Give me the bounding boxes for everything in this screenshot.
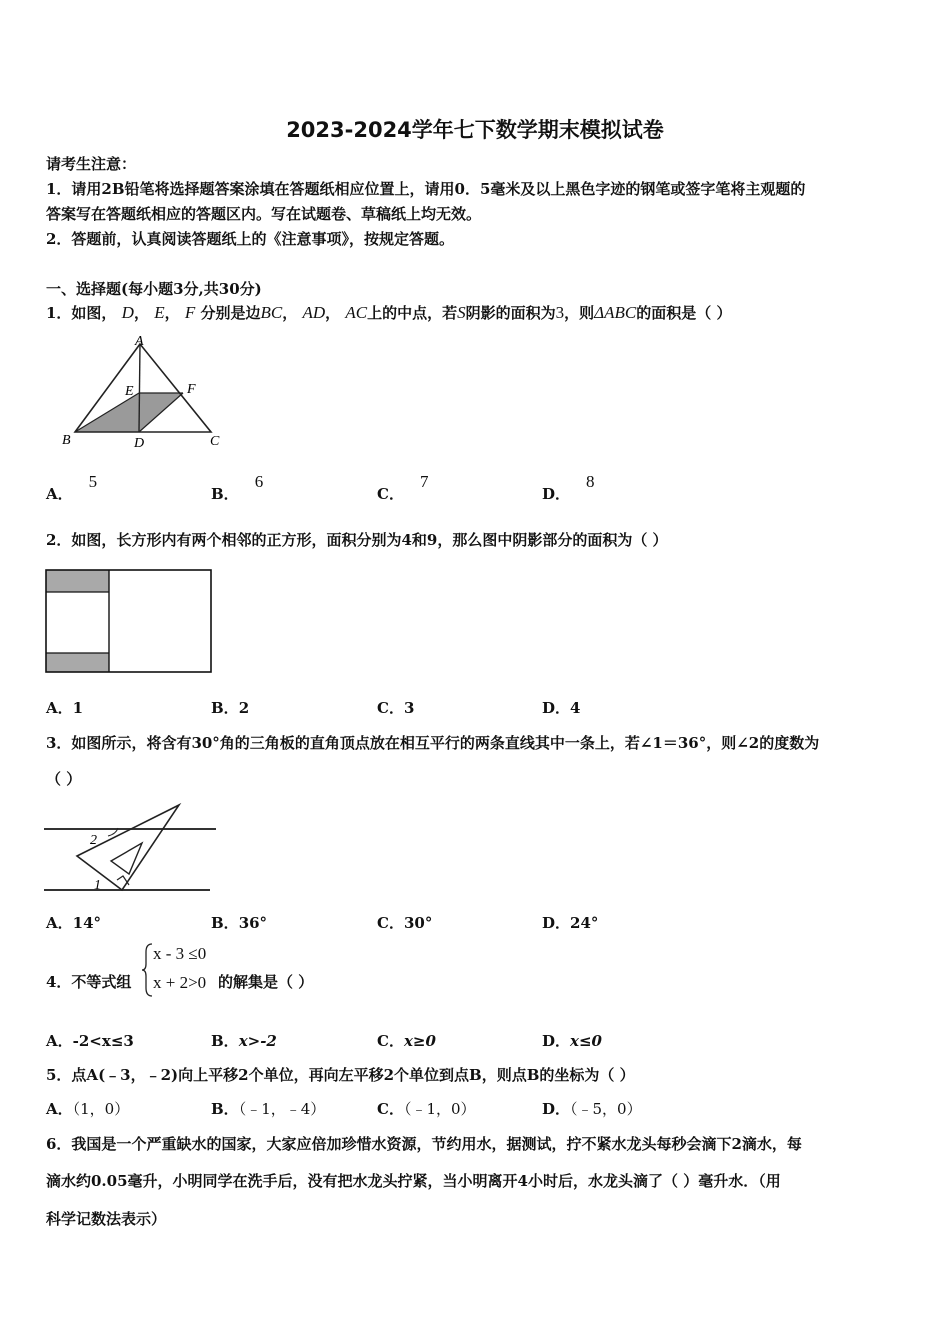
option-label: D．: [542, 1100, 571, 1118]
option-label: D．: [542, 699, 571, 717]
q4-option-d[interactable]: [542, 1030, 602, 1051]
option-label: A．: [46, 1100, 73, 1118]
q4-option-b[interactable]: [211, 1030, 277, 1051]
q4-option-c[interactable]: [377, 1030, 436, 1051]
q1-text: 分别是边: [200, 304, 261, 322]
option-value: （﹣5，0）: [570, 1100, 642, 1118]
option-label: C．: [377, 1032, 404, 1050]
q1-var-d: D: [121, 303, 134, 322]
option-value: x≤0: [570, 1032, 602, 1050]
option-value: 2: [238, 699, 250, 717]
angle-1-label: 1: [94, 878, 101, 893]
q5-stem: 5．点A(﹣3，﹣2)向上平移2个单位，再向左平移2个单位到点B，则点B的坐标为（ ）: [46, 1066, 635, 1084]
q3-option-a[interactable]: [46, 912, 101, 933]
option-value: 14°: [72, 914, 102, 932]
label-b: B: [62, 433, 71, 448]
q4-suffix: 的解集是（ ）: [218, 973, 314, 991]
q5-option-c[interactable]: [377, 1098, 476, 1119]
option-label: B．: [211, 1100, 239, 1118]
q6-line-1: 6．我国是一个严重缺水的国家，大家应倍加珍惜水资源，节约用水，据测试，拧不紧水龙头每秒会滴下2滴水，每: [46, 1135, 802, 1153]
q1-option-a[interactable]: [46, 472, 98, 504]
option-value: x≥0: [403, 1032, 436, 1050]
q1-var-ad: AD: [302, 303, 326, 322]
q6-line-2: 滴水约0.05毫升，小明同学在洗手后，没有把水龙头拧紧，当小明离开4小时后，水龙头滴了（ ）毫升水．（用: [46, 1172, 781, 1190]
q1-triangle-figure: [58, 332, 228, 454]
q5-option-a[interactable]: [46, 1098, 129, 1119]
option-label: C．: [377, 485, 404, 503]
q1-sep: ，: [325, 304, 341, 322]
q5-option-d[interactable]: [542, 1098, 642, 1119]
option-value: x>-2: [238, 1032, 277, 1050]
option-value: （﹣1，﹣4）: [238, 1100, 326, 1118]
q1-var-f: F: [184, 303, 196, 322]
angle-2-label: 2: [90, 833, 97, 848]
option-value: 30°: [403, 914, 433, 932]
q2-option-b[interactable]: [211, 697, 249, 718]
q1-var-s: S: [457, 303, 466, 322]
q3-stem-line-2: （ ）: [46, 770, 82, 788]
q1-var-bc: BC: [260, 303, 283, 322]
label-f: F: [187, 382, 196, 397]
q1-text: 阴影的面积为: [465, 304, 556, 322]
q1-var-ac: AC: [345, 303, 368, 322]
shaded-bottom: [46, 653, 109, 672]
option-value: 4: [570, 699, 581, 717]
notice-heading: 请考生注意：: [46, 155, 137, 173]
section-heading: 一、选择题(每小题3分,共30分): [46, 280, 262, 298]
option-label: A．: [46, 485, 73, 503]
q4-option-a[interactable]: [46, 1030, 134, 1051]
q4-prefix: 4．不等式组: [46, 973, 132, 991]
q4-inequality-1: x - 3 ≤0: [153, 944, 207, 963]
option-label: A．: [46, 914, 73, 932]
option-value: 8: [586, 472, 595, 491]
option-value: 24°: [570, 914, 599, 932]
option-value: （1，0）: [72, 1100, 130, 1118]
option-label: B．: [211, 699, 239, 717]
q4-brace: [140, 942, 154, 998]
q3-stem-line-1: 3．如图所示，将含有30°角的三角板的直角顶点放在相互平行的两条直线其中一条上，若∠1＝36°，则∠2的度数为: [46, 734, 820, 752]
q2-option-c[interactable]: [377, 697, 414, 718]
q1-text: 的面积是（ ）: [636, 304, 732, 322]
q3-parallel-lines-figure: [44, 800, 220, 896]
option-value: 36°: [238, 914, 268, 932]
option-value: 7: [419, 472, 429, 491]
option-label: A．: [46, 1032, 73, 1050]
q1-var-e: E: [154, 303, 165, 322]
q1-number: 1．如图，: [46, 304, 117, 322]
notice-line-2: 答案写在答题纸相应的答题区内。写在试题卷、草稿纸上均无效。: [46, 205, 482, 223]
q5-option-b[interactable]: [211, 1098, 325, 1119]
q2-option-a[interactable]: [46, 697, 83, 718]
set-square-inner: [111, 843, 142, 874]
q1-sep: ，: [133, 304, 149, 322]
q1-option-d[interactable]: [542, 472, 595, 504]
option-label: D．: [542, 914, 571, 932]
option-value: -2<x≤3: [72, 1032, 134, 1050]
option-label: D．: [542, 1032, 571, 1050]
option-value: 3: [403, 699, 415, 717]
q3-option-b[interactable]: [211, 912, 267, 933]
q1-sep: ，: [164, 304, 180, 322]
notice-line-1: 1．请用2B铅笔将选择题答案涂填在答题纸相应位置上，请用0．5毫米及以上黑色字迹的钢笔或签字笔将主观题的: [46, 180, 806, 198]
q1-value: 3: [555, 303, 565, 322]
q6-line-3: 科学记数法表示）: [46, 1210, 167, 1228]
option-label: A．: [46, 699, 73, 717]
option-value: 6: [254, 472, 264, 491]
page-title: 2023-2024学年七下数学期末模拟试卷: [286, 118, 664, 142]
q4-inequality-2: x + 2>0: [153, 973, 207, 992]
shaded-top: [46, 570, 109, 592]
option-value: 5: [88, 472, 98, 491]
option-label: C．: [377, 914, 404, 932]
q1-text: 上的中点，若: [367, 304, 458, 322]
notice-line-3: 2．答题前，认真阅读答题纸上的《注意事项》，按规定答题。: [46, 230, 454, 248]
option-value: （﹣1，0）: [403, 1100, 476, 1118]
label-c: C: [210, 434, 220, 449]
option-label: C．: [377, 699, 404, 717]
q2-stem: 2．如图，长方形内有两个相邻的正方形，面积分别为4和9，那么图中阴影部分的面积为（ ）: [46, 531, 668, 549]
label-e: E: [125, 384, 134, 399]
q3-option-d[interactable]: [542, 912, 598, 933]
option-label: D．: [542, 485, 571, 503]
q1-option-b[interactable]: [211, 472, 264, 504]
option-value: 1: [72, 699, 84, 717]
q2-rectangle-figure: [44, 568, 214, 674]
q2-option-d[interactable]: [542, 697, 580, 718]
median-ad: [139, 344, 140, 432]
q3-option-c[interactable]: [377, 912, 432, 933]
q1-triangle: ΔABC: [594, 303, 637, 322]
q1-text: ，则: [564, 304, 595, 322]
q1-option-c[interactable]: [377, 472, 429, 504]
option-label: B．: [211, 485, 239, 503]
q1-sep: ，: [282, 304, 298, 322]
label-a: A: [135, 334, 144, 349]
label-d: D: [134, 436, 145, 451]
q1-stem: [46, 302, 732, 323]
option-label: B．: [211, 1032, 239, 1050]
option-label: C．: [377, 1100, 404, 1118]
option-label: B．: [211, 914, 239, 932]
